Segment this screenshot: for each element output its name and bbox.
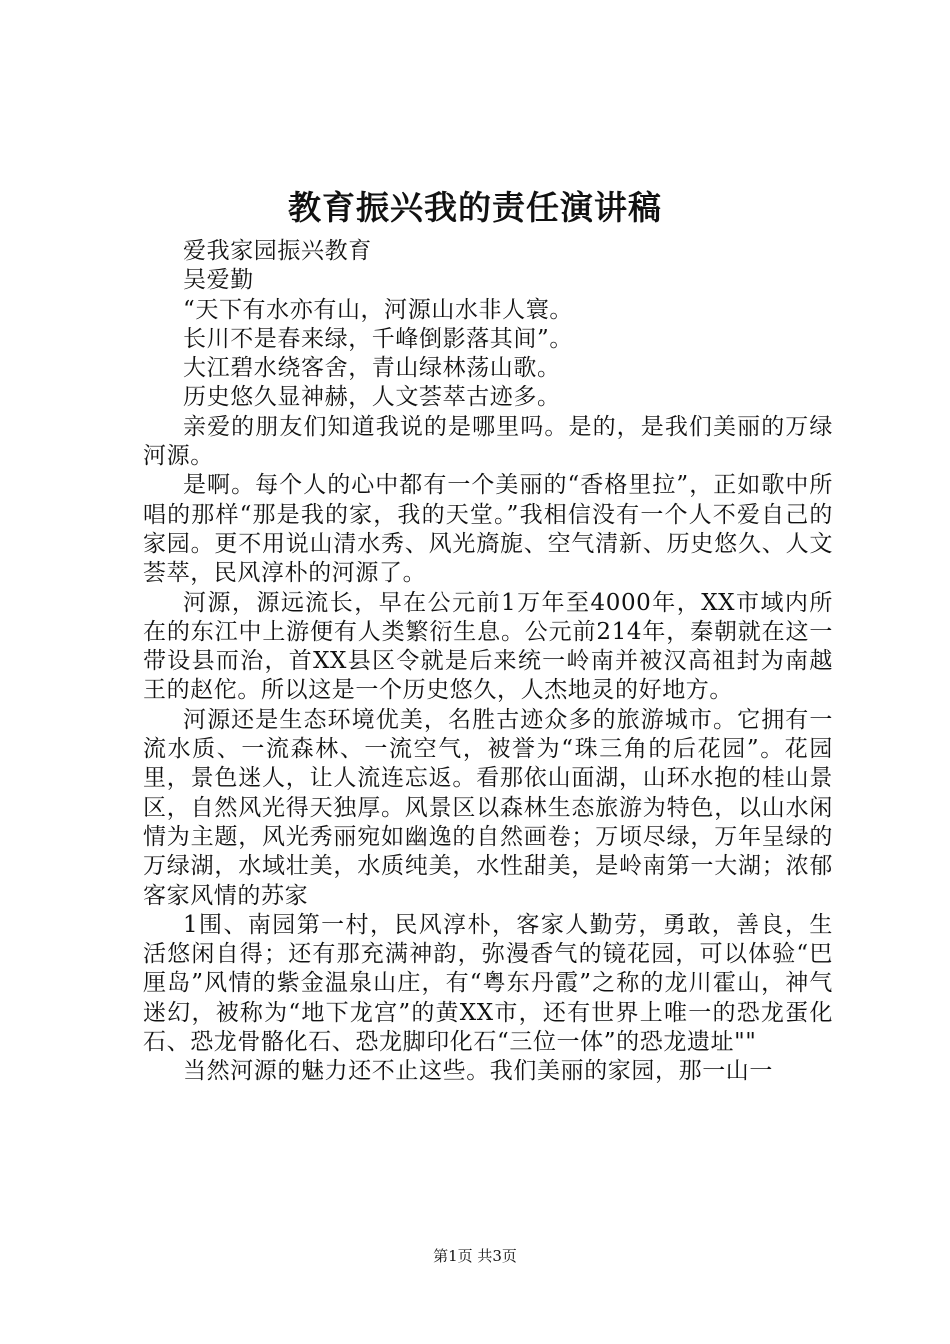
document-title: 教育振兴我的责任演讲稿 xyxy=(288,188,662,227)
paragraph: 河源，源远流长，早在公元前1万年至4000年，XX市域内所在的东江中上游便有人类繁衍生息。公元前214年，秦朝就在这一带设县而治，首XX县区令就是后来统一岭南并被汉高祖封为南越王的赵佗。所以这是一个历史悠久，人杰地灵的好地方。 xyxy=(143,589,833,704)
paragraph: 河源还是生态环境优美，名胜古迹众多的旅游城市。它拥有一流水质、一流森林、一流空气，被誉为“珠三角的后花园”。花园里，景色迷人，让人流连忘返。看那依山面湖，山环水抱的桂山景区，自然风光得天独厚。风景区以森林生态旅游为特色，以山水闲情为主题，风光秀丽宛如幽逸的自然画卷；万顷尽绿，万年呈绿的万绿湖，水域壮美，水质纯美，水性甜美，是岭南第一大湖；浓郁客家风情的苏家 xyxy=(143,706,833,909)
paragraph: 亲爱的朋友们知道我说的是哪里吗。是的，是我们美丽的万绿河源。 xyxy=(143,413,833,470)
paragraph: 历史悠久显神赫，人文荟萃古迹多。 xyxy=(183,384,561,411)
paragraph: 当然河源的魅力还不止这些。我们美丽的家园，那一山一 xyxy=(183,1058,773,1085)
page-number: 第1页 共3页 xyxy=(433,1247,517,1265)
paragraph: 长川不是春来绿，千峰倒影落其间”。 xyxy=(183,325,573,352)
paragraph: 1围、南园第一村，民风淳朴，客家人勤劳，勇敢，善良，生活悠闲自得；还有那充满神韵，弥漫香气的镜花园，可以体验“巴厘岛”风情的紫金温泉山庄，有“粤东丹霞”之称的龙川霍山，神气迷幻，被称为“地下龙宫”的黄XX市，还有世界上唯一的恐龙蛋化石、恐龙骨骼化石、恐龙脚印化石“三位一体”的恐龙遗址"" xyxy=(143,911,833,1056)
document-body xyxy=(143,237,833,1087)
paragraph: “天下有水亦有山，河源山水非人寰。 xyxy=(183,296,573,323)
paragraph: 爱我家园振兴教育 xyxy=(183,238,372,264)
paragraph: 是啊。每个人的心中都有一个美丽的“香格里拉”，正如歌中所唱的那样“那是我的家，我的天堂。”我相信没有一个人不爱自己的家园。更不用说山清水秀、风光旖旎、空气清新、历史悠久、人文荟萃，民风淳朴的河源了。 xyxy=(143,472,833,587)
paragraph: 吴爱勤 xyxy=(183,267,254,294)
paragraph: 大江碧水绕客舍，青山绿林荡山歌。 xyxy=(183,355,561,382)
